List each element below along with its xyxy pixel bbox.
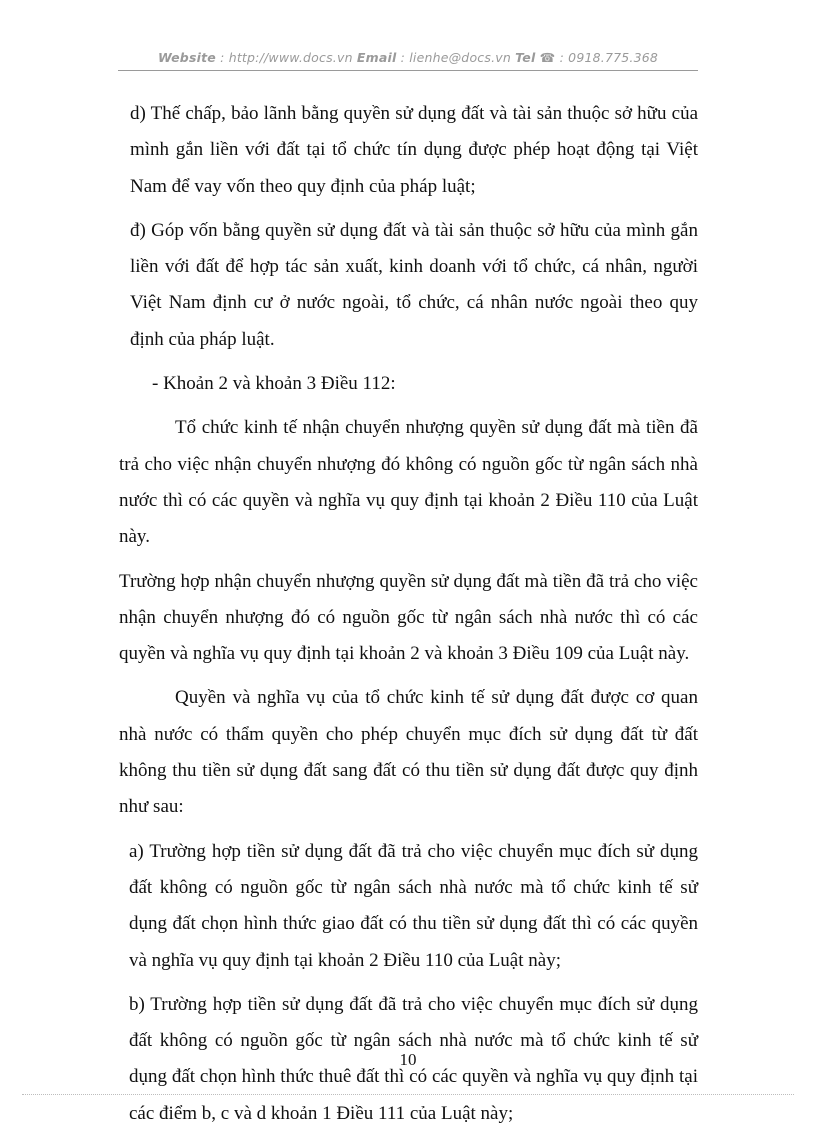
paragraph-b: b) Trường hợp tiền sử dụng đất đã trả cho việc chuyển mục đích sử dụng đất không có nguồn gốc từ ngân sách nhà nước mà tổ chức kinh tế sử dụng đất chọn hình thức thuê đất thì có các quyền và nghĩa vụ quy định tại các điểm b, c và d khoản 1 Điều 111 của Luật này; [129,993,698,1124]
website-label: Website [157,50,216,65]
website-separator: : [215,50,229,65]
paragraph-a: a) Trường hợp tiền sử dụng đất đã trả cho việc chuyển mục đích sử dụng đất không có nguồn gốc từ ngân sách nhà nước mà tổ chức kinh tế sử dụng đất chọn hình thức giao đất có thu tiền sử dụng đất thì có các quyền và nghĩa vụ quy định tại khoản 2 Điều 110 của Luật này; [129,840,698,971]
paragraph-article-112-heading: - Khoản 2 và khoản 3 Điều 112: [152,373,396,395]
paragraph-transfer-budget: Trường hợp nhận chuyển nhượng quyền sử dụng đất mà tiền đã trả cho việc nhận chuyển nhượng đó có nguồn gốc từ ngân sách nhà nước thì có các quyền và nghĩa vụ quy định tại khoản 2 và khoản 3 Điều 109 của Luật này. [119,570,698,665]
email-address[interactable]: lienhe@docs.vn [409,50,511,65]
tel-value: : 0918.775.368 [555,50,659,65]
header-divider [118,70,698,71]
email-label: Email [356,50,397,65]
email-separator: : [396,50,410,65]
paragraph-d: d) Thế chấp, bảo lãnh bằng quyền sử dụng đất và tài sản thuộc sở hữu của mình gắn liền với đất tại tổ chức tín dụng được phép hoạt động tại Việt Nam để vay vốn theo quy định của pháp luật; [130,103,698,197]
paragraph-transfer-non-budget: Tổ chức kinh tế nhận chuyển nhượng quyền sử dụng đất mà tiền đã trả cho việc nhận chuyển nhượng đó không có nguồn gốc từ ngân sách nhà nước thì có các quyền và nghĩa vụ quy định tại khoản 2 Điều 110 của Luật này. [119,417,698,548]
footer-divider [22,1094,794,1095]
page-header [118,50,698,65]
tel-label: Tel [515,50,536,65]
paragraph-dd: đ) Góp vốn bằng quyền sử dụng đất và tài sản thuộc sở hữu của mình gắn liền với đất để hợp tác sản xuất, kinh doanh với tổ chức, cá nhân, người Việt Nam định cư ở nước ngoài, tổ chức, cá nhân nước ngoài theo quy định của pháp luật. [130,219,698,350]
page-number: 10 [399,1050,417,1069]
paragraph-purpose-change: Quyền và nghĩa vụ của tổ chức kinh tế sử dụng đất được cơ quan nhà nước có thẩm quyền cho phép chuyển mục đích sử dụng đất từ đất không thu tiền sử dụng đất sang đất có thu tiền sử dụng đất được quy định như sau: [119,687,698,818]
website-url[interactable]: http://www.docs.vn [228,50,353,65]
document-body [119,96,698,1132]
phone-icon: ☎ [539,50,556,65]
